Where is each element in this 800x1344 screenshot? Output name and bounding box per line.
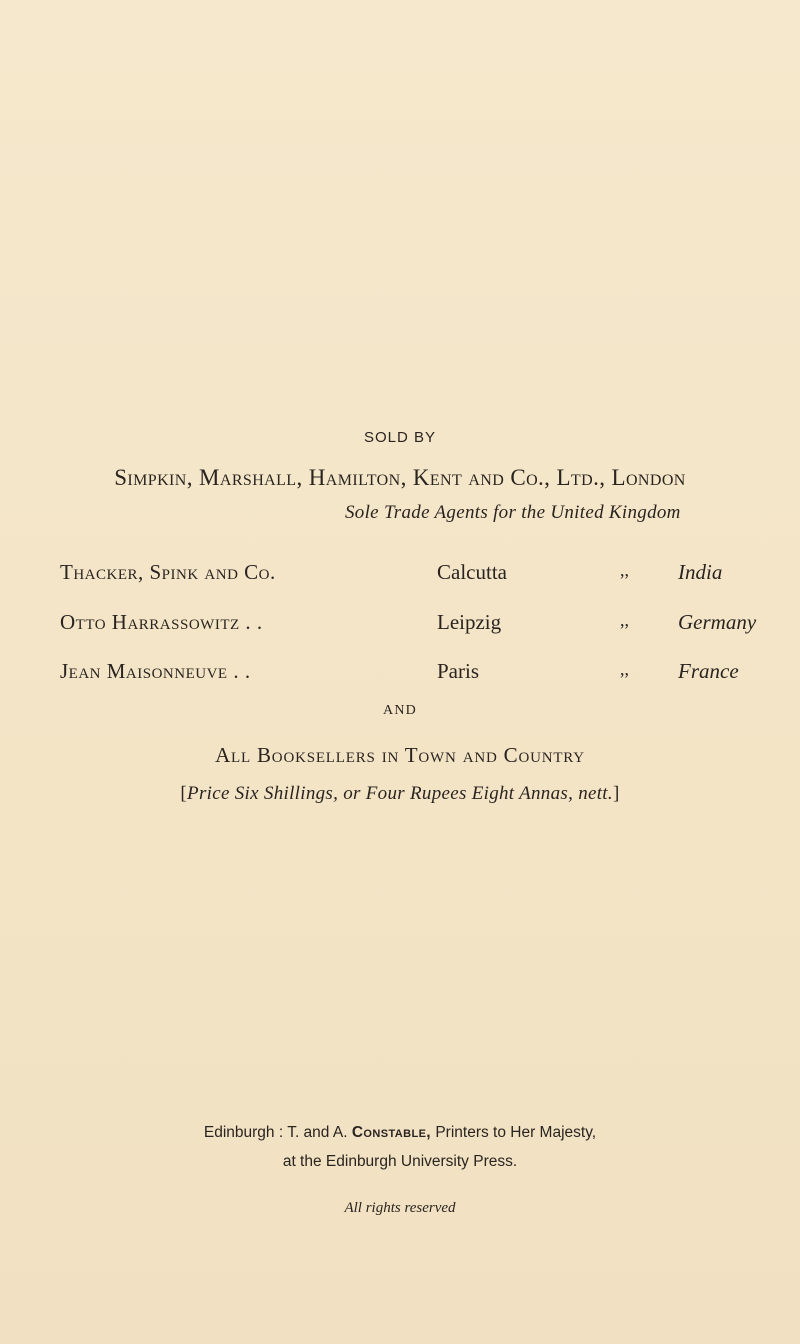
price-bracket-close: ] — [612, 783, 620, 804]
printer-place: Edinburgh : — [203, 1124, 284, 1141]
price-line — [0, 783, 800, 805]
printer-suffix: Printers to Her Majesty, — [435, 1124, 597, 1141]
booksellers-line: All Booksellers in Town and Country — [215, 743, 585, 767]
printer-name: Constable, — [351, 1124, 432, 1141]
agent-city: Leipzig — [437, 610, 502, 634]
and-connector: AND — [383, 703, 417, 718]
ditto-mark: ,, — [620, 659, 629, 679]
agent-name: Jean Maisonneuve . . — [60, 659, 251, 683]
publisher-subtitle: Sole Trade Agents for the United Kingdom — [345, 502, 681, 523]
agent-row — [0, 610, 800, 640]
ditto-mark: ,, — [620, 610, 629, 630]
printer-line — [0, 1124, 800, 1142]
agent-city: Paris — [437, 659, 479, 683]
publisher-line — [0, 465, 800, 491]
price-bracket-open: [ — [180, 783, 188, 804]
agent-city: Calcutta — [437, 560, 507, 584]
publisher-city: London — [611, 465, 686, 490]
agent-name: Thacker, Spink and Co. — [60, 560, 276, 584]
price-text: Price Six Shillings, or Four Rupees Eight Annas, nett. — [187, 783, 613, 804]
agent-row — [0, 560, 800, 590]
agent-country: Germany — [678, 610, 757, 634]
sold-by-heading: SOLD BY — [363, 429, 437, 446]
rights-notice: All rights reserved — [344, 1200, 456, 1216]
agent-name: Otto Harrassowitz . . — [60, 610, 263, 634]
agent-row — [0, 659, 800, 689]
publisher-names: Simpkin, Marshall, Hamilton, Kent and Co., Ltd., — [114, 465, 606, 490]
agent-country: India — [678, 560, 723, 584]
printer-prefix: T. and A. — [287, 1124, 348, 1141]
agent-country: France — [678, 659, 739, 683]
press-line: at the Edinburgh University Press. — [282, 1153, 518, 1170]
ditto-mark: ,, — [620, 560, 629, 580]
